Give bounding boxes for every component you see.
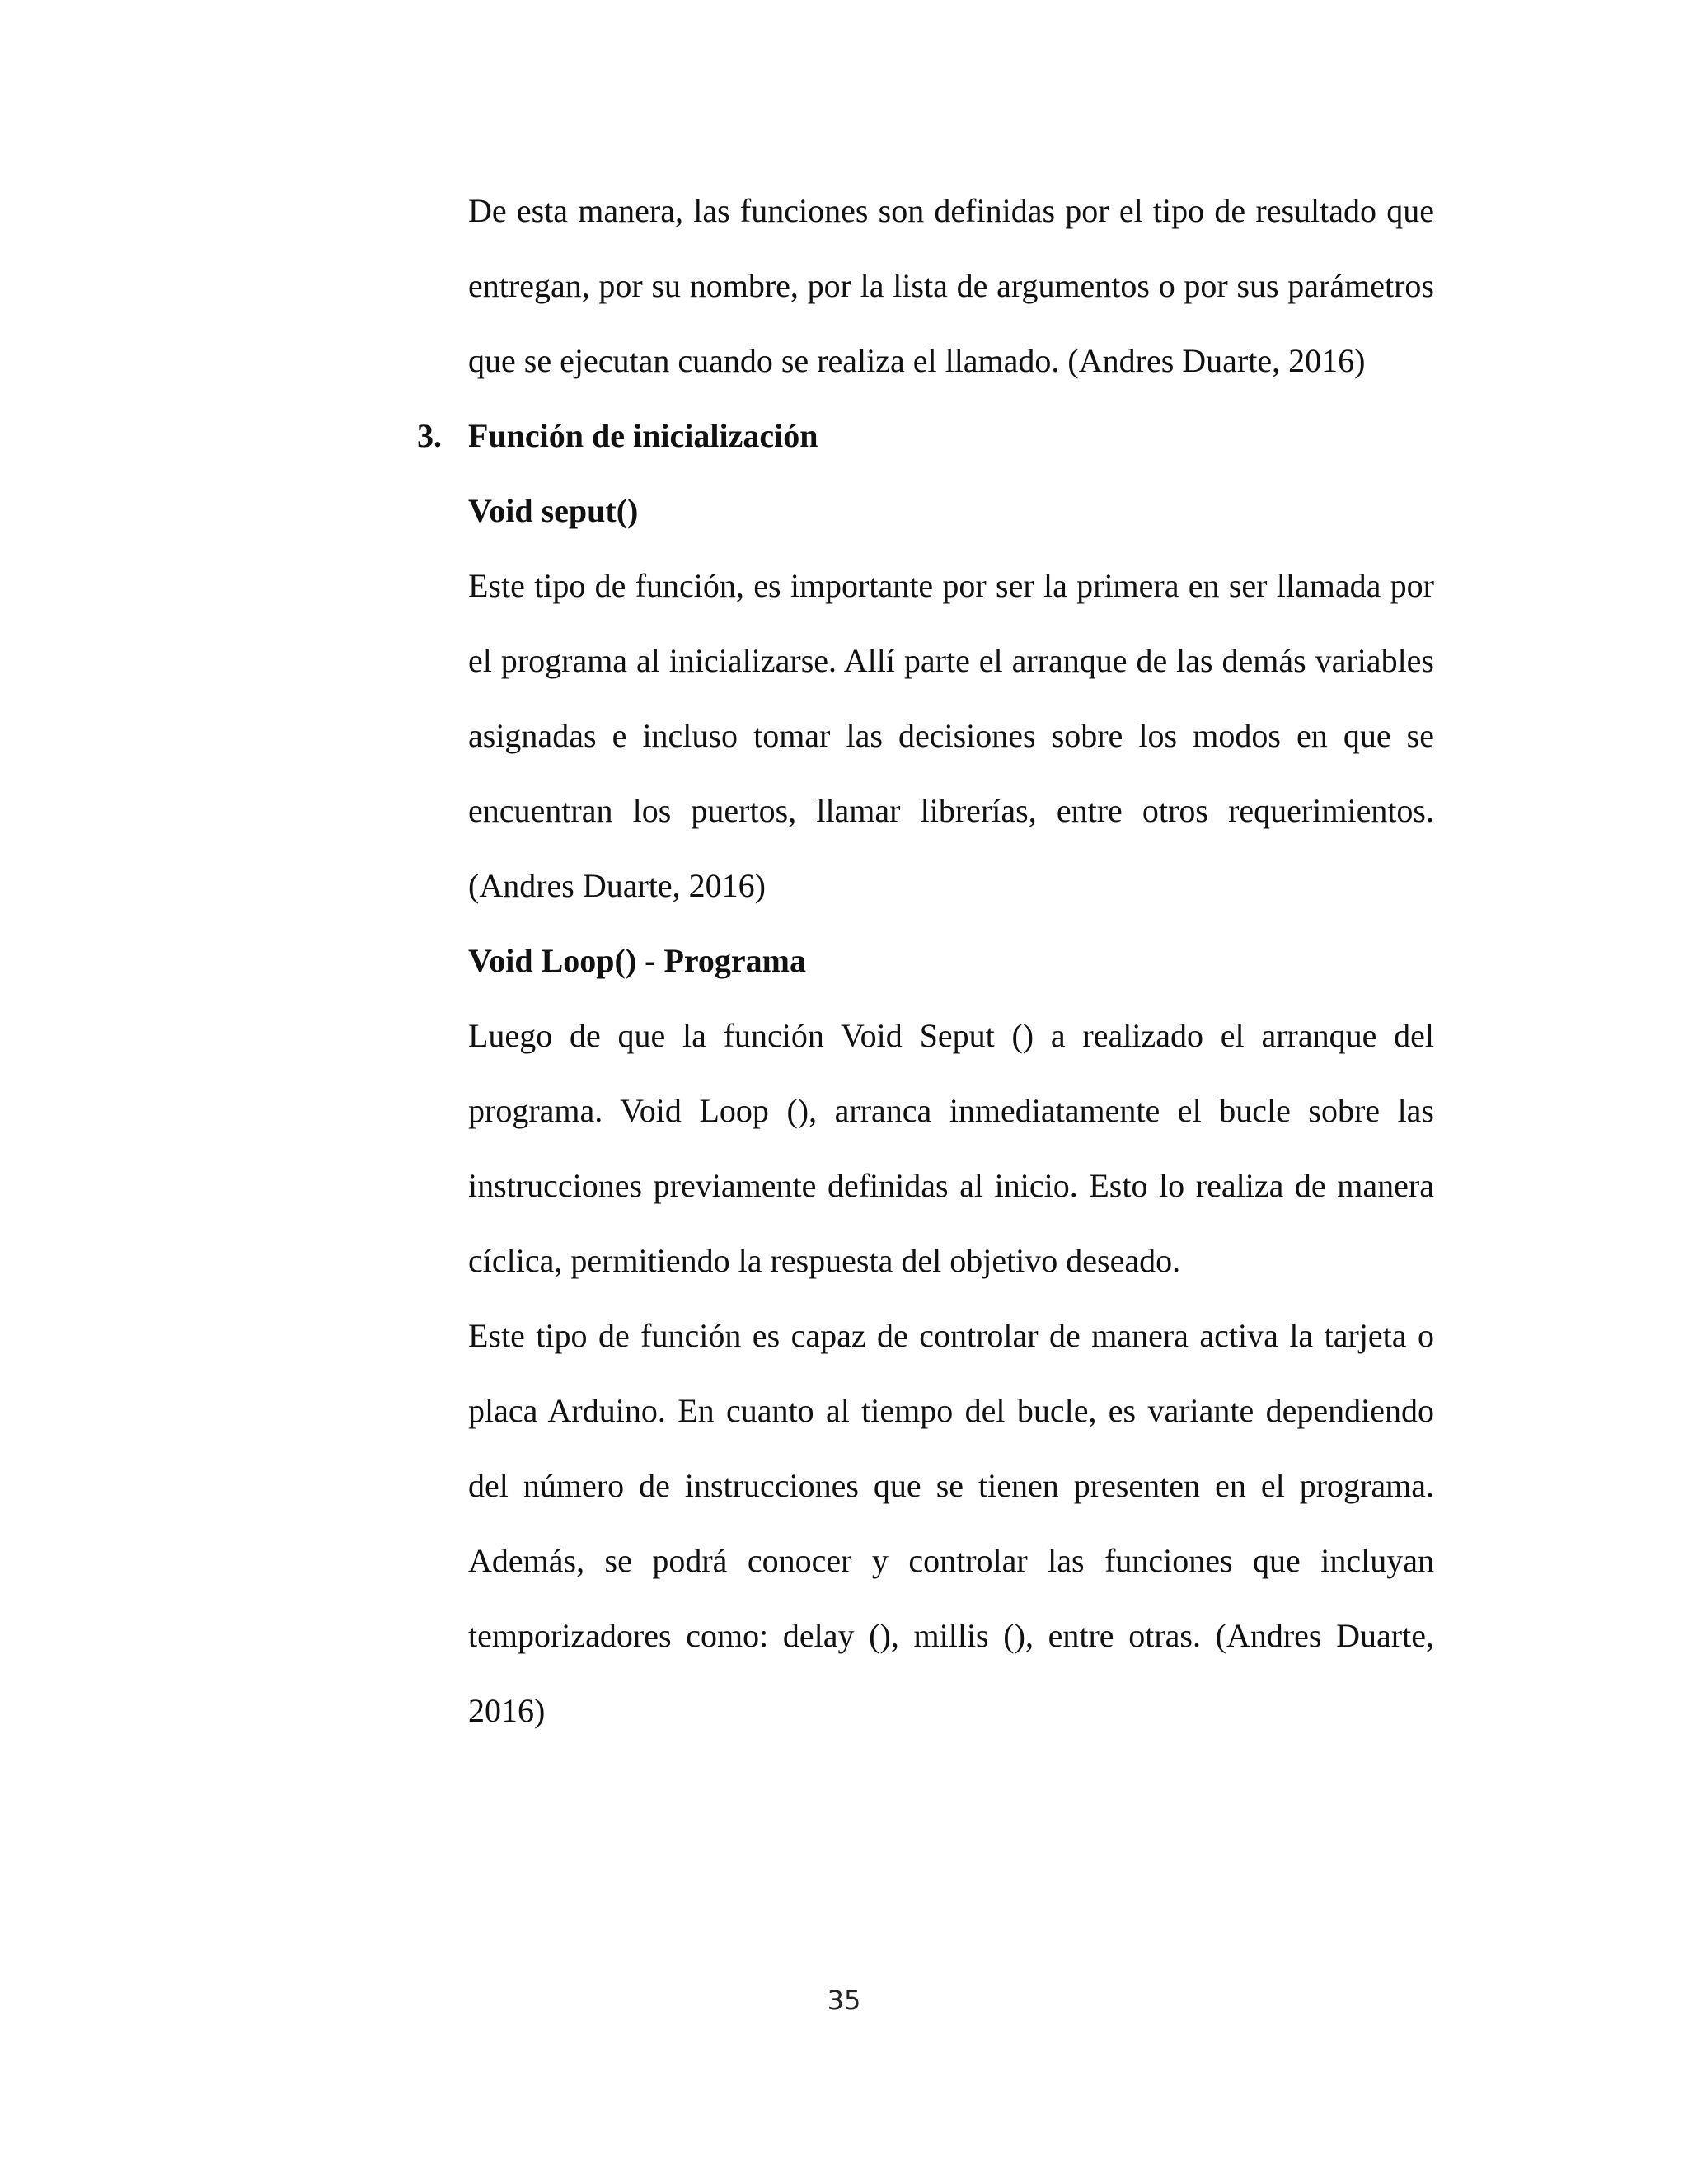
- subheading-loop: Void Loop() - Programa: [468, 942, 806, 979]
- page-content: [417, 173, 1434, 1748]
- paragraph-intro: De esta manera, las funciones son definidas por el tipo de resultado que entregan, por su nombre, por la lista de argumentos o por sus parámetros que se ejecutan cuando se realiza el llamado. (Andres Duarte, 2016): [468, 192, 1434, 379]
- section-title: Función de inicialización: [468, 417, 818, 454]
- section-heading: [417, 398, 1434, 473]
- page-number: 35: [827, 1985, 861, 2016]
- paragraph-loop-1: Luego de que la función Void Seput () a realizado el arranque del programa. Void Loop (), arranca inmediatamente el bucle sobre las instrucciones previamente definidas al inicio. Esto lo realiza de manera cíclica, permitiendo la respuesta del objetivo deseado.: [468, 1017, 1434, 1279]
- paragraph-setup: Este tipo de función, es importante por ser la primera en ser llamada por el programa al inicializarse. Allí parte el arranque de las demás variables asignadas e incluso tomar las decisiones sobre los modos en que se encuentran los puertos, llamar librerías, entre otros requerimientos. (Andres Duarte, 2016): [468, 567, 1434, 904]
- subheading-setup: Void seput(): [468, 492, 639, 529]
- paragraph-loop-2: Este tipo de función es capaz de controlar de manera activa la tarjeta o placa Arduino. En cuanto al tiempo del bucle, es variante dependiendo del número de instrucciones que se tienen presenten en el programa. Además, se podrá conocer y controlar las funciones que incluyan temporizadores como: delay (), millis (), entre otras. (Andres Duarte, 2016): [468, 1317, 1434, 1729]
- section-number: 3.: [417, 417, 442, 454]
